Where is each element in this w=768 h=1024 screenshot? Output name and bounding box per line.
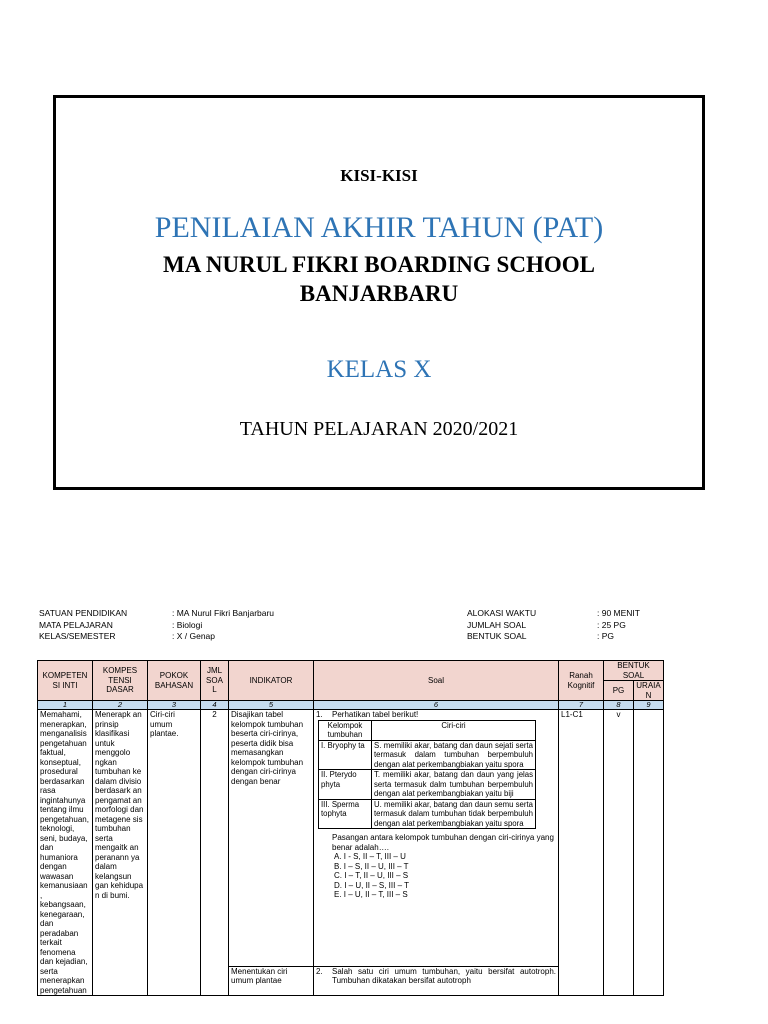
cover-school [56, 250, 702, 308]
column-number: 6 [314, 701, 559, 710]
kisi-table [37, 660, 664, 996]
meta-value: : PG [597, 631, 615, 641]
column-number: 4 [201, 701, 229, 710]
plant-group-table [318, 720, 536, 830]
indikator-cell: Menentukan ciri umum plantae [229, 966, 314, 995]
pg-cell: v [604, 710, 634, 996]
meta-left-labels [39, 608, 127, 643]
meta-value: : X / Genap [172, 631, 215, 641]
answer-option: E. I – U, II – T, III – S [334, 890, 408, 899]
answer-options [332, 852, 556, 900]
meta-value: : Biologi [172, 619, 203, 630]
pokok-bahasan-cell: Ciri-ciri umum plantae. [148, 710, 201, 996]
plant-group: II. Pterydo phyta [319, 770, 372, 800]
meta-label: BENTUK SOAL [467, 631, 527, 641]
cover-subtitle: KISI-KISI [340, 166, 418, 185]
header-kompetensi-dasar: KOMPES TENSI DASAR [93, 661, 148, 701]
meta-label: KELAS/SEMESTER [39, 631, 116, 641]
school-line-2: BANJARBARU [299, 281, 459, 306]
header-kompetensi-inti: KOMPETEN SI INTI [38, 661, 93, 701]
kompetensi-inti-cell: Memahami, menerapkan, menganalisis pengetahuan faktual, konseptual, prosedural berdasarkan rasa ingintahunya tentang ilmu pengetahuan, teknologi, seni, budaya, dan humaniora dengan wawasan kemanusiaan , kebangsaan, kenegaraan, dan peradaban terkait fenomena dan kejadian, serta menerapkan pengetahuan [38, 710, 93, 996]
table-row [38, 710, 664, 967]
plant-trait: U. memiliki akar, batang dan daun semu serta termasuk dalam tumbuhan tidak berpembuluh dengan alat perkembangbiakan yaitu spora [372, 799, 536, 829]
question-text: Salah satu ciri umum tumbuhan, yaitu bersifat autotroph. Tumbuhan dikatakan bersifat autotroph [332, 966, 556, 986]
kompetensi-dasar-cell: Menerapk an prinsip klasifikasi untuk menggolo ngkan tumbuhan ke dalam divisio berdasark an pengamat an morfologi dan metagene sis tumbuhan serta mengaitk an peranann ya dalam kelangsun gan kehidupa n di bumi. [93, 710, 148, 996]
meta-left-values [172, 608, 274, 643]
question-1 [316, 710, 556, 720]
meta-value: : 90 MENIT [597, 608, 640, 618]
meta-label: JUMLAH SOAL [467, 619, 527, 630]
meta-label: MATA PELAJARAN [39, 619, 113, 630]
question-text: Perhatikan tabel berikut! [332, 710, 419, 719]
uraian-cell [634, 710, 664, 996]
meta-label: SATUAN PENDIDIKAN [39, 608, 128, 618]
indikator-cell: Disajikan tabel kelompok tumbuhan beserta ciri-cirinya, peserta didik bisa memasangkan kelompok tumbuhan dengan ciri-cirinya dengan benar [229, 710, 314, 967]
column-number: 8 [604, 701, 634, 710]
inner-row [319, 770, 536, 800]
cover-year: TAHUN PELAJARAN 2020/2021 [239, 418, 519, 440]
answer-option: C. I – T, II – U, III – S [334, 871, 409, 880]
plant-group: III. Sperma tophyta [319, 799, 372, 829]
header-bentuk-soal: BENTUK SOAL [604, 661, 664, 681]
answer-option: A. I - S, II – T, III – U [334, 852, 406, 861]
meta-right-values [597, 608, 640, 643]
question-prompt: Pasangan antara kelompok tumbuhan dengan ciri-cirinya yang benar adalah…. [332, 833, 554, 852]
plant-trait: T. memiliki akar, batang dan daun yang jelas serta termasuk dalm tumbuhan berpembuluh dengan alat perkembangbiakan yaitu biji [372, 770, 536, 800]
answer-option: D. I – U, II – S, III – T [334, 880, 409, 890]
plant-trait: S. memiliki akar, batang dan daun sejati serta termasuk dalam tumbuhan berpembuluh dengan alat perkembangbiakan yaitu spora [372, 740, 536, 770]
meta-value: : MA Nurul Fikri Banjarbaru [172, 608, 275, 618]
jml-soal-cell: 2 [201, 710, 229, 996]
question-number: 1. [316, 710, 323, 719]
column-number: 1 [38, 701, 93, 710]
header-pg: PG [604, 681, 634, 701]
meta-right-labels [467, 608, 536, 643]
inner-header-group: Kelompok tumbuhan [319, 720, 372, 740]
question-number: 2. [316, 966, 323, 976]
ranah-kognitif-cell: L1-C1 [559, 710, 604, 996]
header-jml-soal: JML SOA L [201, 661, 229, 701]
inner-header-trait: Ciri-ciri [372, 720, 536, 740]
header-ranah-kognitif: Ranah Kognitif [559, 661, 604, 701]
meta-value: : 25 PG [597, 619, 626, 630]
meta-label: ALOKASI WAKTU [467, 608, 537, 618]
cover-box [53, 95, 705, 490]
plant-group: I. Bryophy ta [319, 740, 372, 770]
header-soal: Soal [314, 661, 559, 701]
header-pokok-bahasan: POKOK BAHASAN [148, 661, 201, 701]
inner-row [319, 799, 536, 829]
cover-title: PENILAIAN AKHIR TAHUN (PAT) [154, 211, 604, 244]
column-number: 2 [93, 701, 148, 710]
column-number: 5 [229, 701, 314, 710]
column-number: 3 [148, 701, 201, 710]
answer-option: B. I – S, II – U, III – T [334, 861, 409, 871]
column-number: 9 [634, 701, 664, 710]
header-indikator: INDIKATOR [229, 661, 314, 701]
soal-cell [314, 710, 559, 967]
school-line-1: MA NURUL FIKRI BOARDING SCHOOL [163, 252, 595, 277]
inner-row [319, 740, 536, 770]
column-number: 7 [559, 701, 604, 710]
question-2 [316, 967, 556, 986]
cover-class: KELAS X [326, 356, 432, 383]
header-uraian: URAIA N [634, 681, 664, 701]
soal-cell [314, 966, 559, 995]
